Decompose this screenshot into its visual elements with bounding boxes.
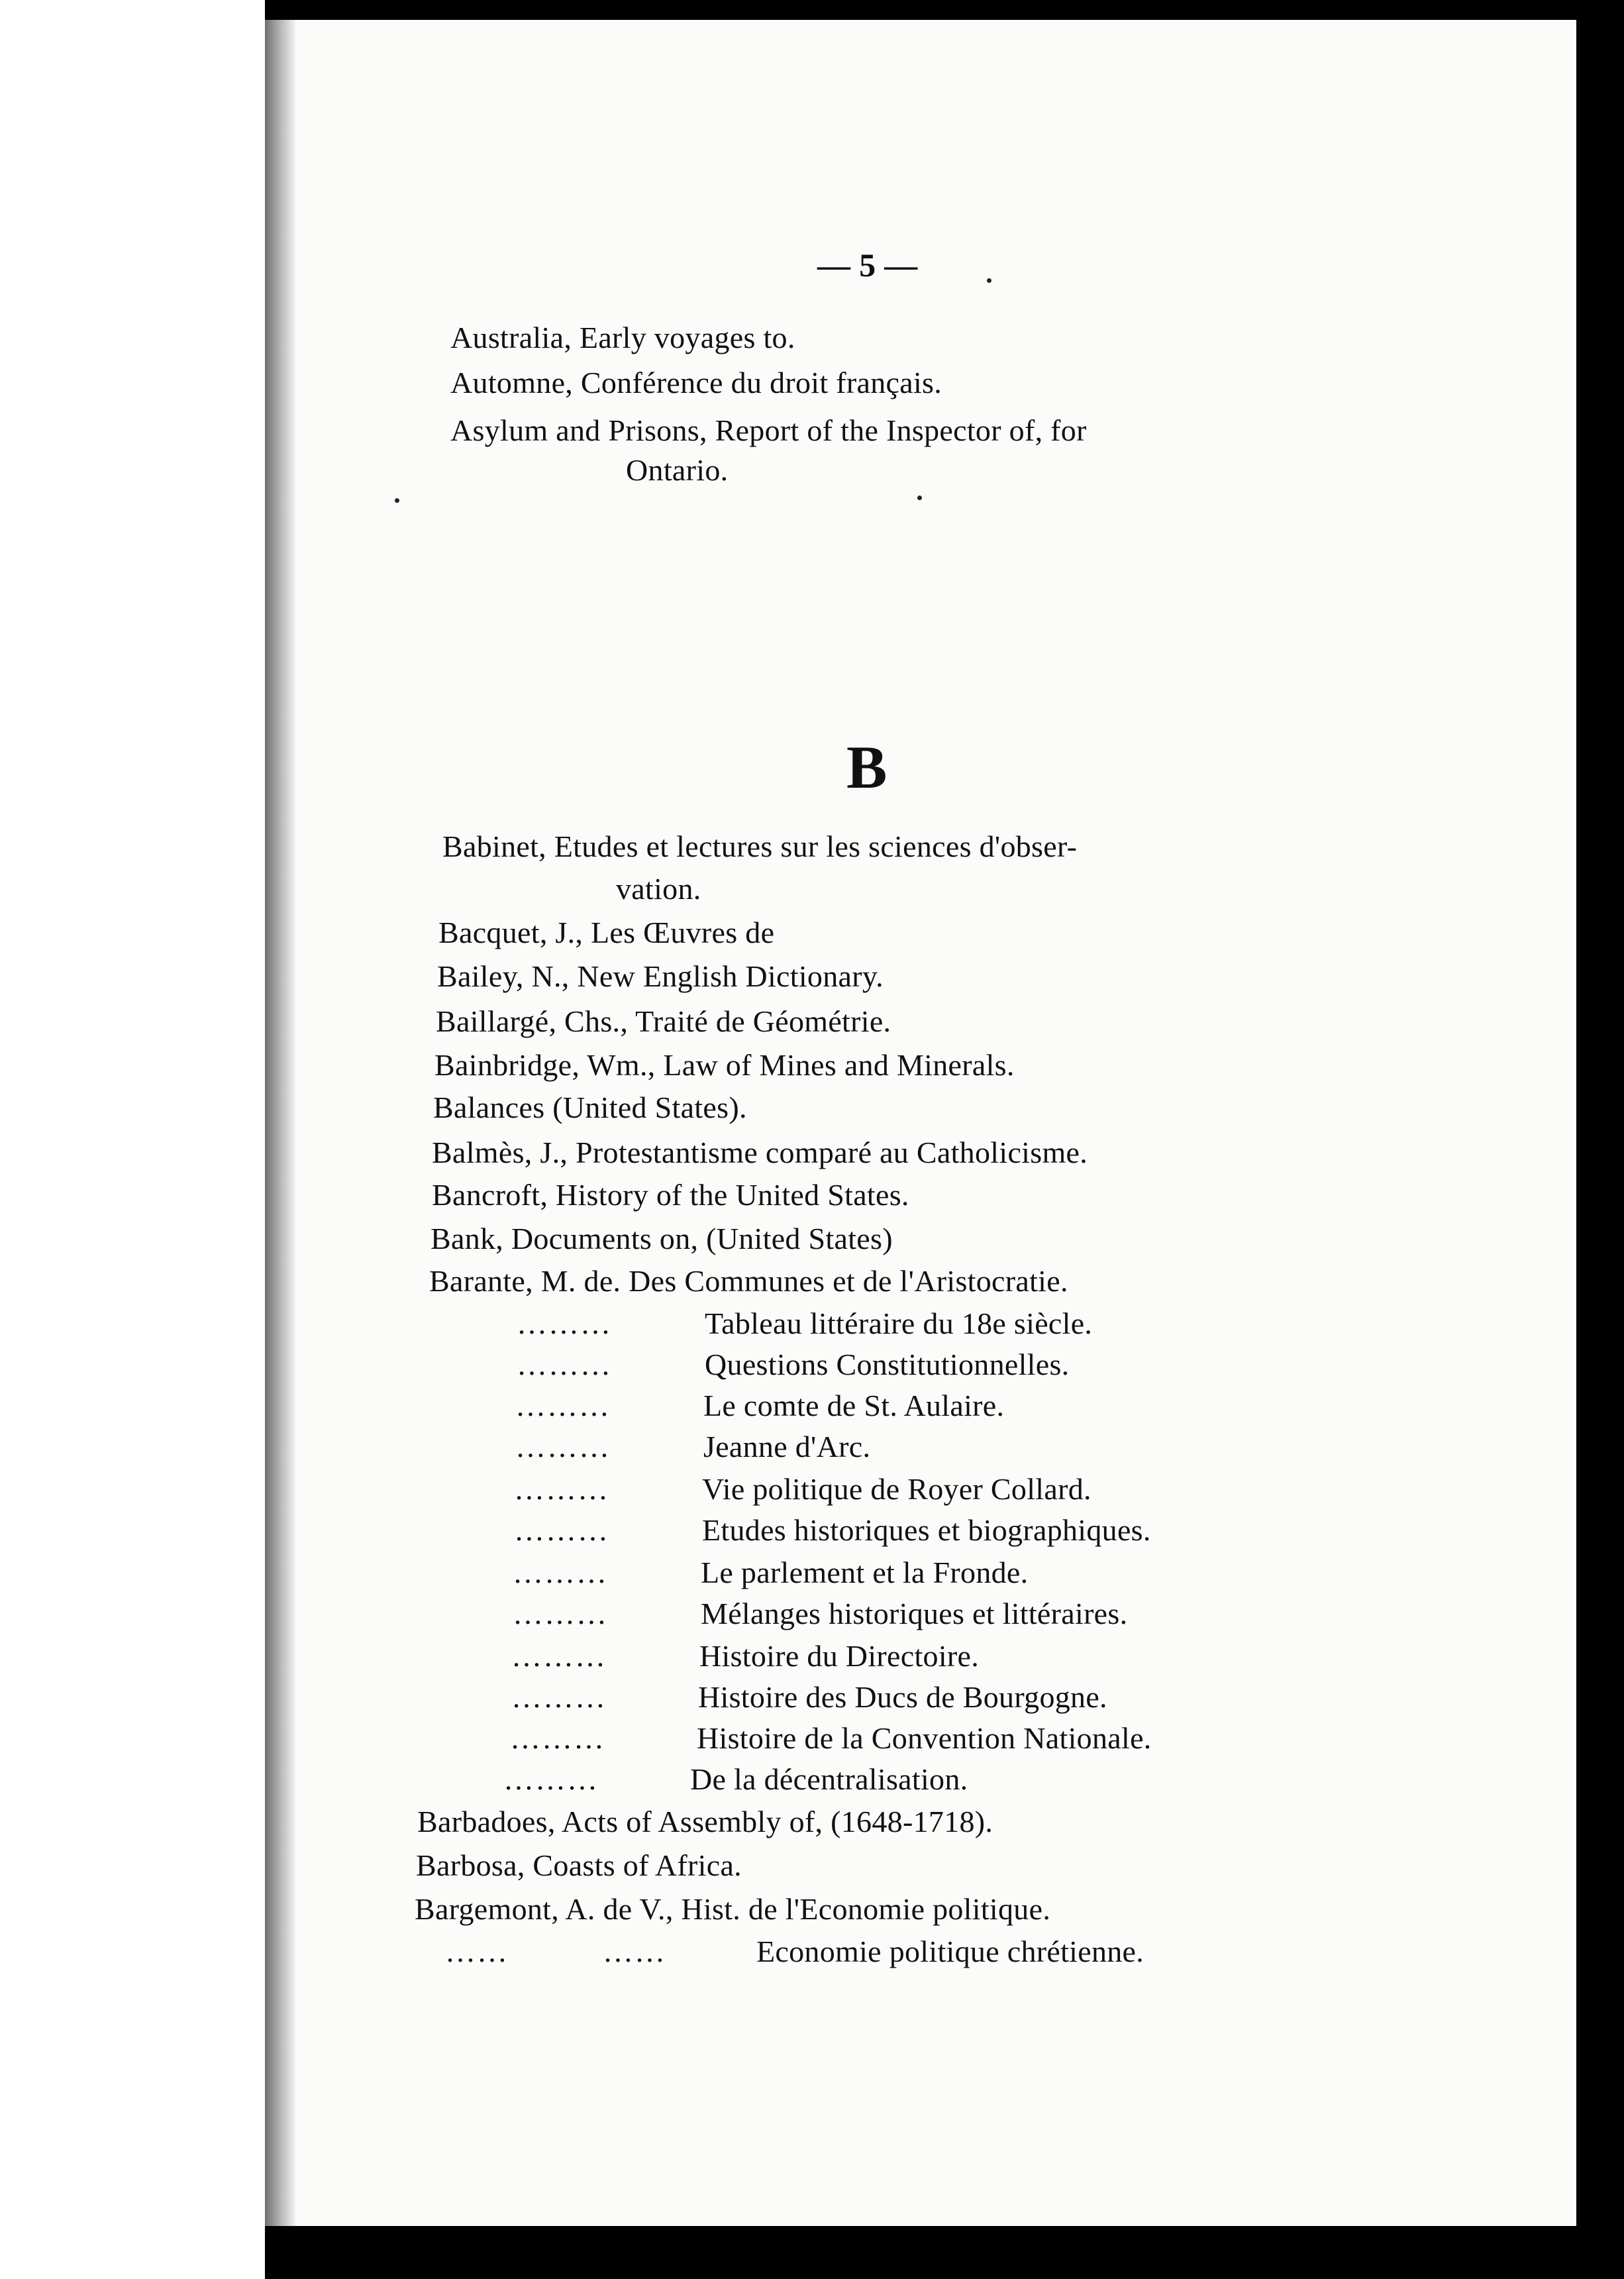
page-spine-shadow — [265, 20, 295, 2226]
index-entry: Bailey, N., New English Dictionary. — [437, 959, 884, 993]
ditto-dots: ……… — [510, 1721, 605, 1755]
index-entry: Baillargé, Chs., Traité de Géométrie. — [436, 1004, 891, 1038]
ditto-dots: ……… — [517, 1306, 612, 1340]
index-subentry: Etudes historiques et biographiques. — [702, 1513, 1151, 1547]
index-subentry: Questions Constitutionnelles. — [705, 1348, 1070, 1381]
index-subentry: Economie politique chrétienne. — [756, 1934, 1144, 1968]
index-entry: Bank, Documents on, (United States) — [431, 1222, 893, 1255]
left-margin — [0, 0, 265, 2279]
page-number: — 5 — — [817, 246, 918, 284]
ditto-dots: ……… — [511, 1639, 607, 1673]
index-subentry: Vie politique de Royer Collard. — [702, 1472, 1091, 1506]
index-subentry: Histoire du Directoire. — [699, 1639, 980, 1673]
ditto-dots: ……… — [514, 1472, 609, 1506]
ditto-dots: …… — [603, 1934, 666, 1968]
ink-speck — [917, 496, 922, 500]
index-entry: Barbosa, Coasts of Africa. — [416, 1848, 742, 1882]
index-subentry: Histoire des Ducs de Bourgogne. — [698, 1680, 1107, 1714]
ditto-dots: ……… — [503, 1762, 599, 1796]
ditto-dots: …… — [445, 1934, 509, 1968]
index-entry-continuation: vation. — [616, 872, 701, 906]
index-subentry: Le comte de St. Aulaire. — [703, 1389, 1005, 1422]
ditto-dots: ……… — [513, 1556, 608, 1589]
ditto-dots: ……… — [515, 1430, 611, 1463]
index-entry: Asylum and Prisons, Report of the Inspector of, for — [450, 413, 1087, 447]
section-heading: B — [846, 733, 888, 801]
index-subentry: Jeanne d'Arc. — [703, 1430, 871, 1463]
index-subentry: De la décentralisation. — [690, 1762, 968, 1796]
ditto-dots: ……… — [517, 1348, 612, 1381]
index-entry: Babinet, Etudes et lectures sur les sciences d'obser- — [442, 829, 1078, 863]
index-subentry: Le parlement et la Fronde. — [701, 1556, 1029, 1589]
ditto-dots: ……… — [513, 1597, 608, 1630]
index-entry: Bainbridge, Wm., Law of Mines and Minerals. — [434, 1048, 1015, 1082]
index-entry: Automne, Conférence du droit français. — [450, 366, 942, 399]
index-subentry: Mélanges historiques et littéraires. — [701, 1597, 1128, 1630]
index-entry: Balmès, J., Protestantisme comparé au Catholicisme. — [432, 1136, 1088, 1169]
ditto-dots: ……… — [511, 1680, 607, 1714]
index-entry: Barbadoes, Acts of Assembly of, (1648-1718). — [417, 1805, 993, 1838]
ink-speck — [987, 278, 991, 283]
index-entry: Bargemont, A. de V., Hist. de l'Economie politique. — [415, 1892, 1051, 1926]
index-entry: Bacquet, J., Les Œuvres de — [438, 916, 775, 949]
index-entry: Balances (United States). — [433, 1090, 747, 1124]
index-entry: Bancroft, History of the United States. — [432, 1178, 909, 1212]
ink-speck — [395, 498, 399, 503]
index-entry-continuation: Ontario. — [626, 453, 729, 487]
index-subentry: Tableau littéraire du 18e siècle. — [705, 1306, 1093, 1340]
index-entry: Barante, M. de. Des Communes et de l'Aristocratie. — [429, 1264, 1068, 1298]
index-subentry: Histoire de la Convention Nationale. — [697, 1721, 1152, 1755]
ditto-dots: ……… — [515, 1389, 611, 1422]
ditto-dots: ……… — [514, 1513, 609, 1547]
index-entry: Australia, Early voyages to. — [450, 321, 795, 354]
